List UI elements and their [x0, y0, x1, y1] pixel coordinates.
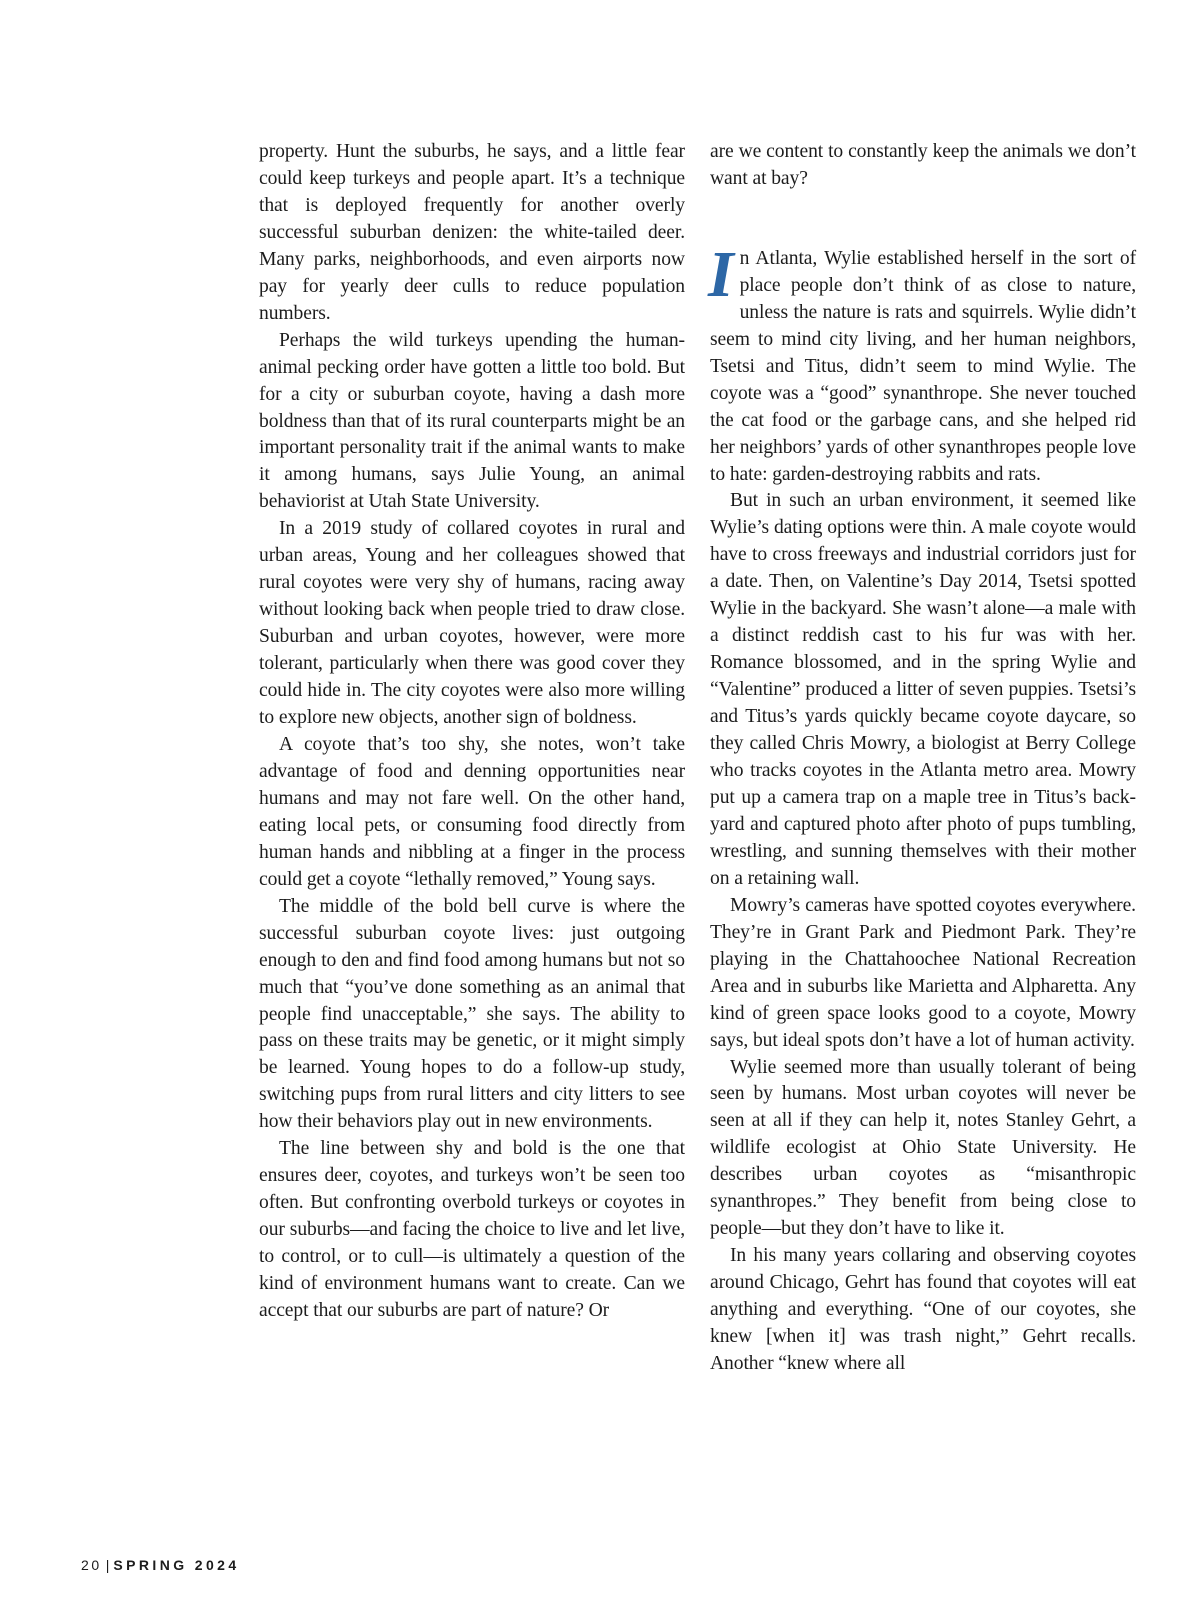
paragraph: Mowry’s cameras have spotted coyotes everywhere. They’re in Grant Park and Piedmont Park. They’re playing in the Chattahoochee National Recreation Area and in suburbs like Marietta and Alpharetta. Any kind of green space looks good to a coyote, Mowry says, but ideal spots don’t have a lot of human activity.	[710, 894, 1136, 1051]
paragraph: The line between shy and bold is the one that ensures deer, coyotes, and turkeys won’t be seen too often. But confronting overbold turkeys or coyotes in our suburbs—and facing the choice to live and let live, to control, or to cull—is ultimately a question of the kind of environment humans want to create. Can we accept that our suburbs are part of nature? Or	[259, 1138, 685, 1321]
section-opening-text: n Atlanta, Wylie established herself in the sort of place people don’t think of as close to nature, unless the nature is rats and squirrels. Wylie didn’t seem to mind city living, and her human neighbors, Tsetsi and Titus, didn’t seem to mind Wylie. The coyote was a “good” synanthrope. She never touched the cat food or the garbage cans, and she helped rid her neighbors’ yards of other synanthropes people love to hate: garden-destroying rabbits and rats.	[710, 247, 1136, 485]
paragraph: In his many years collaring and observing coyotes around Chicago, Gehrt has found that coyotes will eat anything and everything. “One of our coyotes, she knew [when it] was trash night,” Gehrt recalls. Another “knew where all	[710, 1245, 1136, 1374]
paragraph: property. Hunt the suburbs, he says, and a little fear could keep turkeys and people apart. It’s a technique that is deployed frequently for another overly successful suburban denizen: the white-tailed deer. Many parks, neighborhoods, and even airports now pay for yearly deer culls to reduce population numbers.	[259, 141, 685, 324]
paragraph: But in such an urban environment, it seemed like Wylie’s dating options were thin. A male coyote would have to cross freeways and industrial corridors just for a date. Then, on Valentine’s Day 2014, Tsetsi spotted Wylie in the backyard. She wasn’t alone—a male with a distinct reddish cast to his fur was with her. Romance blossomed, and in the spring Wylie and “Valentine” produced a litter of seven puppies. Tsetsi’s and Titus’s yards quickly became coyote daycare, so they called Chris Mowry, a biologist at Berry College who tracks coyotes in the Atlanta metro area. Mowry put up a camera trap on a maple tree in Titus’s backyard and captured photo after photo of pups tumbling, wrestling, and sunning themselves with their mother on a retaining wall.	[710, 490, 1136, 889]
page-number: 20	[81, 1557, 102, 1573]
paragraph: The middle of the bold bell curve is where the successful suburban coyote lives: just outgoing enough to den and find food among humans but not so much that “you’ve done something as an animal that people find unacceptable,” she says. The ability to pass on these traits may be genetic, or it might simply be learned. Young hopes to do a follow-up study, switching pups from rural litters and city litters to see how their behaviors play out in new environments.	[259, 895, 685, 1133]
paragraph: In a 2019 study of collared coyotes in rural and urban areas, Young and her colleagues showed that rural coyotes were very shy of humans, racing away without looking back when people tried to draw close. Suburban and urban coyotes, however, were more tolerant, particularly when there was good cover they could hide in. The city coyotes were also more willing to explore new objects, another sign of boldness.	[259, 518, 685, 729]
footer-separator: |	[105, 1557, 110, 1573]
section-opening-paragraph	[708, 237, 1136, 489]
issue-label: SPRING 2024	[113, 1557, 240, 1573]
left-column	[259, 139, 685, 1325]
drop-cap: I	[708, 237, 734, 311]
page-footer	[81, 1557, 240, 1573]
right-column	[710, 139, 1136, 1378]
paragraph: are we content to constantly keep the animals we don’t want at bay?	[710, 141, 1136, 189]
paragraph: A coyote that’s too shy, she notes, won’t take advantage of food and denning opportunities near humans and may not fare well. On the other hand, eating local pets, or consuming food directly from human hands and nibbling at a finger in the process could get a coyote “lethally removed,” Young says.	[259, 733, 685, 890]
paragraph: Perhaps the wild turkeys upending the human-animal pecking order have gotten a little too bold. But for a city or suburban coyote, having a dash more boldness than that of its rural counterparts might be an important personality trait if the animal wants to make it among humans, says Julie Young, an animal behaviorist at Utah State University.	[259, 329, 685, 513]
paragraph: Wylie seemed more than usually tolerant of being seen by humans. Most urban coyotes will never be seen at all if they can help it, notes Stanley Gehrt, a wildlife ecologist at Ohio State University. He describes urban coyotes as “misanthropic synanthropes.” They benefit from being close to people—but they don’t have to like it.	[710, 1056, 1136, 1240]
